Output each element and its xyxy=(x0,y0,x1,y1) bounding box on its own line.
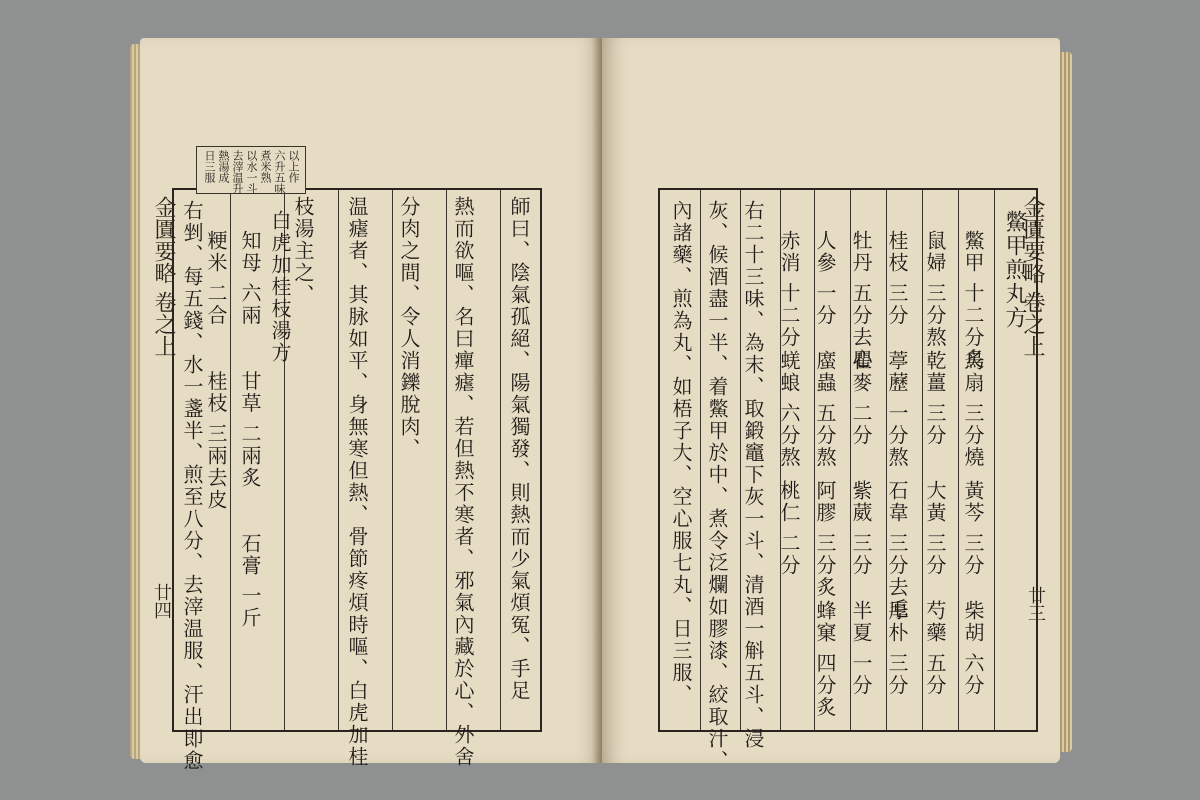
ingredient-column: 牡丹 五分去心 xyxy=(849,230,873,371)
open-book xyxy=(130,38,1072,772)
left-folio: 廿四 xyxy=(151,583,172,619)
header-note-box xyxy=(196,146,306,194)
ingredient-column: 芍藥 五分 xyxy=(923,600,947,697)
ingredient-column: 知母 六兩 甘草 二兩炙 石膏 一斤 xyxy=(238,230,262,630)
note-column: 去滓温升 xyxy=(231,150,244,194)
method-column: 內諸藥、煎為丸、如梧子大、空心服七丸、日三服、 xyxy=(669,200,693,706)
ingredient-column: 烏扇 三分燒 xyxy=(961,350,985,469)
text-column: 熱而欲嘔、名曰癉瘧、若但熱不寒者、邪氣內藏於心、外舍 xyxy=(451,196,475,768)
ingredient-column: 石韋 三分去毛 xyxy=(885,480,909,621)
ingredient-column: 人參 一分 xyxy=(813,230,837,327)
formula-title: 鱉甲煎丸方 xyxy=(1002,210,1027,330)
ingredient-column: 粳米 二合 桂枝 三兩去皮 xyxy=(204,230,228,511)
ingredient-column: 紫葳 三分 xyxy=(849,480,873,577)
formula-title: 白虎加桂枝湯方 xyxy=(268,210,292,364)
ingredient-column: 赤消 十二分 xyxy=(777,230,801,349)
note-column: 熱湯成 xyxy=(217,150,230,183)
text-column: 枝湯主之、 xyxy=(291,196,315,306)
text-column: 師曰、陰氣孤絕、陽氣獨發、則熱而少氣煩冤、手足 xyxy=(507,196,531,702)
ingredient-column: 桂枝 三分 xyxy=(885,230,909,327)
ingredient-column: 大黃 三分 xyxy=(923,480,947,577)
ingredient-column: 阿膠 三分炙 xyxy=(813,480,837,599)
page-edges-right xyxy=(1058,52,1072,752)
ingredient-column: 葶藶 一分熬 xyxy=(885,350,909,469)
right-text-frame xyxy=(658,188,1038,772)
ingredient-column: 桃仁 二分 xyxy=(777,480,801,577)
note-column: 以上作 xyxy=(287,150,300,183)
left-text-frame xyxy=(172,188,542,772)
ingredient-column: 厚朴 三分 xyxy=(885,600,909,697)
ingredient-column: 蜂窠 四分炙 xyxy=(813,600,837,719)
right-folio: 廿三 xyxy=(1025,586,1046,622)
method-column: 右二十三味、為末、取鍛竈下灰一斗、清酒一斛五斗、浸 xyxy=(741,200,765,750)
text-column: 分肉之間、令人消鑠脫肉、 xyxy=(397,196,421,460)
note-column: 六升五味 xyxy=(273,150,286,194)
left-side-label: 金匱要略 卷之上 xyxy=(151,196,176,357)
right-page xyxy=(602,38,1060,772)
text-column: 温瘧者、其脉如平、身無寒但熱、骨節疼煩時嘔、白虎加桂 xyxy=(345,196,369,768)
ingredient-column: 䗪蟲 五分熬 xyxy=(813,350,837,469)
right-side-label: 金匱要略 卷之上 xyxy=(1020,196,1045,357)
ingredient-column: 半夏 一分 xyxy=(849,600,873,697)
ingredient-column: 鼠婦 三分熬 xyxy=(923,230,947,349)
note-column: 煮米熟 xyxy=(259,150,272,183)
ingredient-column: 柴胡 六分 xyxy=(961,600,985,697)
note-column: 以水一斗 xyxy=(245,150,258,194)
method-column: 灰、候酒盡一半、着鱉甲於中、煮令泛爛如膠漆、絞取汁、 xyxy=(705,200,729,772)
ingredient-column: 鱉甲 十二分炙 xyxy=(961,230,985,371)
ingredient-column: 乾薑 三分 xyxy=(923,350,947,447)
ingredient-column: 黃芩 三分 xyxy=(961,480,985,577)
method-column: 右剉、每五錢、水一盞半、煎至八分、去滓温服、汗出即愈 xyxy=(180,200,204,772)
note-column: 日三服 xyxy=(203,150,216,183)
ingredient-column: 瞿麥 二分 xyxy=(849,350,873,447)
left-page xyxy=(140,38,602,772)
ingredient-column: 蜣蜋 六分熬 xyxy=(777,350,801,469)
